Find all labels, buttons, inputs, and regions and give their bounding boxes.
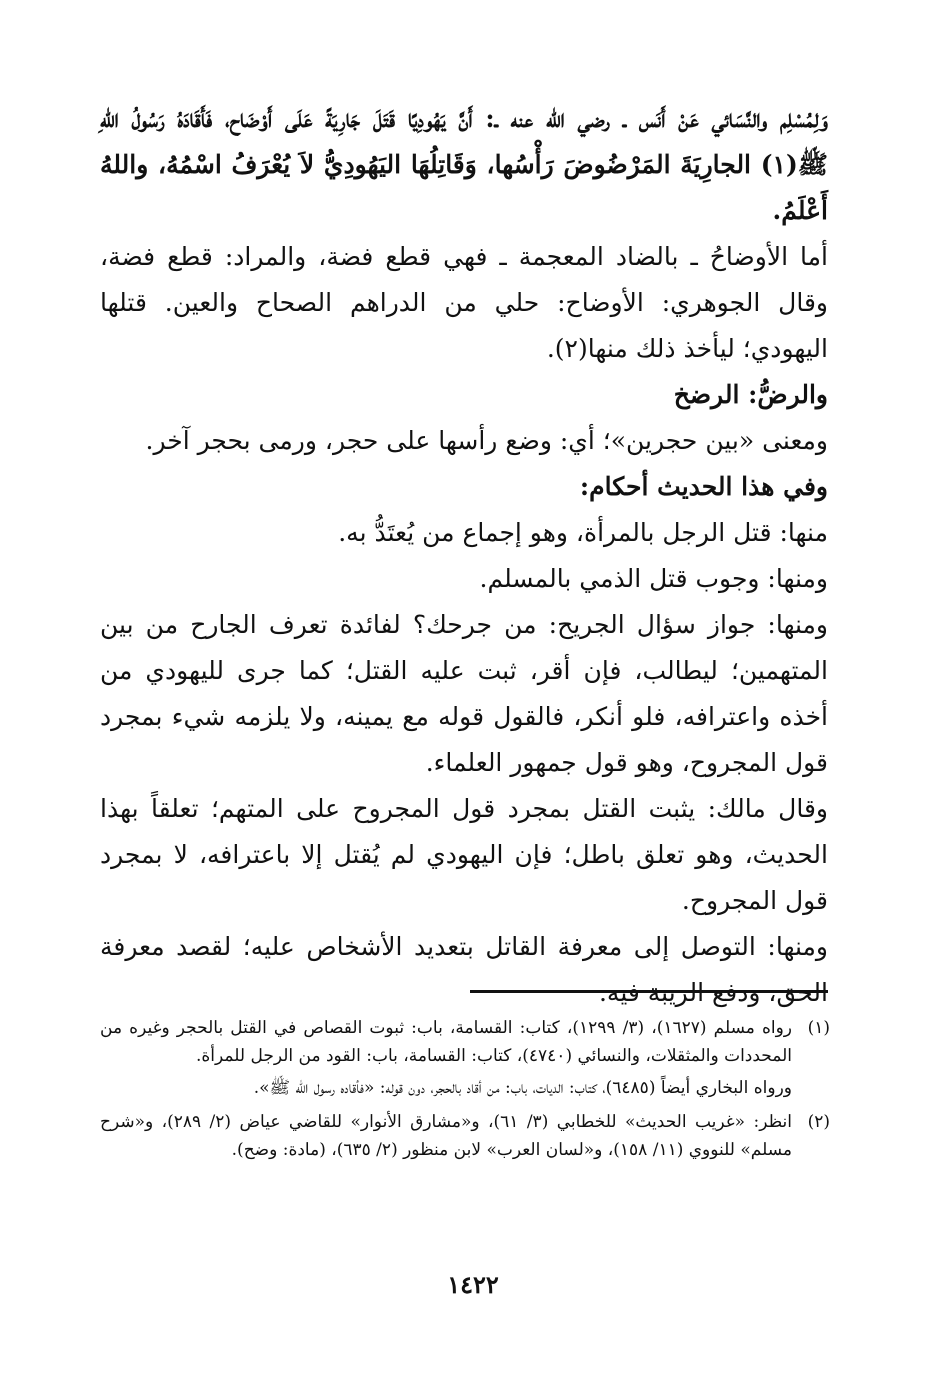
main-text xyxy=(100,96,828,1016)
footnote-number: (١) xyxy=(807,1018,830,1038)
footnote-item xyxy=(100,1108,830,1164)
footnote-body xyxy=(100,1108,792,1164)
paragraph-ruling-4: ومنها: التوصل إلى معرفة القاتل بتعديد الأشخاص عليه؛ لقصد معرفة الحق، ودفع الريبة فيه. xyxy=(100,932,828,1007)
footnote-item xyxy=(100,1014,830,1102)
footnotes xyxy=(100,1014,830,1170)
paragraph-radd: والرضُّ: الرضخ xyxy=(673,380,828,409)
paragraph-malik: وقال مالك: يثبت القتل بمجرد قول المجروح على المتهم؛ تعلقاً بهذا الحديث، وهو تعلق باطل؛ فإن اليهودي لم يُقتل إلا باعترافه، لا بمجرد قول المجروح. xyxy=(100,794,828,915)
footnote-text: انظر: «غريب الحديث» للخطابي (٣/ ٦١)، و«مشارق الأنوار» للقاضي عياض (٢/ ٢٨٩)، و«شرح مسلم» للنووي (١١/ ١٥٨)، و«لسان العرب» لابن منظور (٢/ ٦٣٥)، (مادة: وضح). xyxy=(100,1112,792,1160)
footnote-body xyxy=(100,1014,792,1102)
page-number: ١٤٢٢ xyxy=(447,1270,499,1299)
paragraph-bayn-hajarayn: ومعنى «بين حجرين»؛ أي: وضع رأسها على حجر، ورمى بحجر آخر. xyxy=(145,426,828,455)
footnote-divider xyxy=(470,990,828,993)
footnote-number: (٢) xyxy=(807,1112,830,1132)
paragraph-ruling-2: ومنها: وجوب قتل الذمي بالمسلم. xyxy=(479,564,828,593)
footnote-text: ورواه البخاري أيضاً (٦٤٨٥)، كتاب: الديات، باب: من أقاد بالحجر، دون قوله: «فأقاده رسول الله ﷺ». xyxy=(253,1078,792,1098)
paragraph-awdah: أما الأوضاحُ ـ بالضاد المعجمة ـ فهي قطع فضة، والمراد: قطع فضة، وقال الجوهري: الأوضاح: حلي من الدراهم الصحاح والعين. قتلها اليهودي؛ ليأخذ ذلك منها(٢). xyxy=(100,242,828,363)
paragraph-ahkam-heading: وفي هذا الحديث أحكام: xyxy=(579,472,828,501)
hadith-paragraph: وَلِمُسْلِم والنَّسَائي عَنْ أَنَس ـ رضي الله عنه ـ: أَنَّ يَهُودِيًا قَتَلَ جَارِيَةً عَلَى أَوْضَاح، فَأَقَادَهُ رَسُولُ اللهِ ﷺ(١) الجارِيَةَ المَرْضُوضَ رَأْسُها، وَقَاتِلُهَا اليَهُودِيُّ لاَ يُعْرَفُ اسْمُهُ، واللهُ أَعْلَمُ. xyxy=(100,104,828,225)
footnote-text: رواه مسلم (١٦٢٧)، (٣/ ١٢٩٩)، كتاب: القسامة، باب: ثبوت القصاص في القتل بالحجر وغيره من المحددات والمثقلات، والنسائي (٤٧٤٠)، كتاب: القسامة، باب: القود من الرجل للمرأة. xyxy=(100,1018,793,1066)
paragraph-ruling-1: منها: قتل الرجل بالمرأة، وهو إجماع من يُعتَدُّ به. xyxy=(338,518,828,547)
paragraph-ruling-3: ومنها: جواز سؤال الجريح: من جرحك؟ لفائدة تعرف الجارح من بين المتهمين؛ ليطالب، فإن أقر، ثبت عليه القتل؛ كما جرى لليهودي من أخذه واعترافه، فلو أنكر، فالقول قوله مع يمينه، ولا يلزمه شيء بمجرد قول المجروح، وهو قول جمهور العلماء. xyxy=(100,610,828,777)
